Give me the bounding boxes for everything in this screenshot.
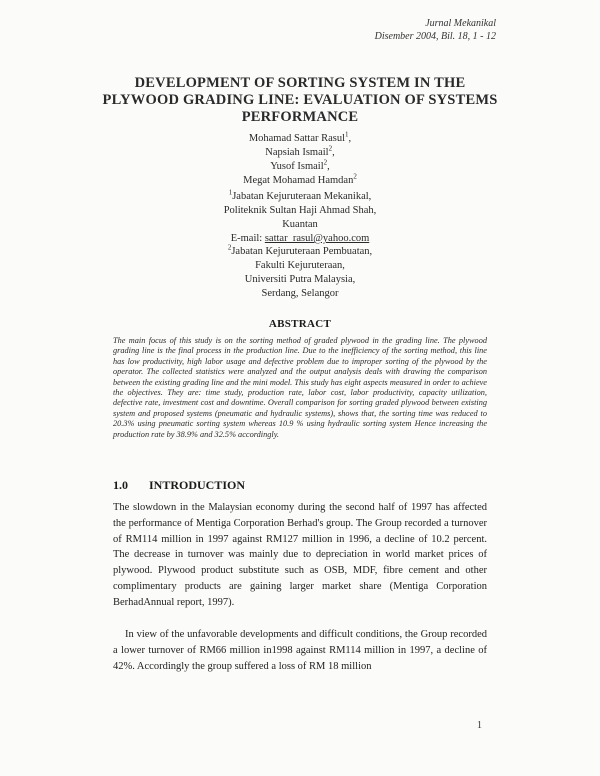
author-name: Mohamad Sattar Rasul: [248, 133, 346, 144]
author-name: Napsiah Ismail: [265, 147, 329, 158]
section-title: INTRODUCTION: [149, 478, 246, 492]
author: [150, 174, 450, 188]
journal-issue: Disember 2004, Bil. 18, 1 - 12: [374, 31, 496, 42]
affiliation-line: Universiti Putra Malaysia,: [244, 274, 356, 285]
author: Yusof Ismail$^2$,: [270, 158, 330, 172]
body-paragraph: In view of the unfavorable developments and difficult conditions, the Group recorded a lower turnover of RM66 million in1998 against RM114 million in 1997, a decline of 42%. Accordingly the group suffered a loss of RM 18 million: [113, 629, 487, 672]
affiliation-mark: 1: [228, 188, 233, 197]
abstract-text: The main focus of this study is on the sorting method of graded plywood in the grading line. The plywood grading line is the final process in the production line. Due to the inefficiency of the sorting method, this line has low productivity, high labor usage and defective problem due to improper sorting of the plywood by the operator. The collected statistics were analyzed and the output analysis deals with drawing the comparison between the existing grading line and the mini model. This study has eight aspects measured in order to achieve the objectives. They are: time study, production rate, labor cost, labor productivity, capacity utilization, defective rate, investment cost and downtime. Overall comparison for sorting graded plywood between existing system and proposed systems (pneumatic and hydraulic systems), shows that, the sorting time was reduced to 20.3% using pneumatic sorting system whereas 10.9 % using hydraulic sorting system Hence increasing the production rate by 38.9% and 32.5% accordingly.: [113, 336, 487, 439]
affiliation-2: [150, 245, 450, 301]
affiliation-line: Jabatan Kejuruteraan Pembuatan,: [231, 246, 373, 257]
author: Mohamad Sattar Rasul$^1$,: [248, 130, 352, 144]
author-affiliation-mark: 2: [328, 144, 333, 153]
email-label: E-mail:: [230, 233, 265, 244]
paper-title: DEVELOPMENT OF SORTING SYSTEM IN THE PLYWOOD GRADING LINE: EVALUATION OF SYSTEMS PERFORMANCE: [102, 75, 498, 125]
author-affiliation-mark: 2: [323, 158, 328, 167]
section-heading: [113, 478, 245, 493]
affiliation-line: Jabatan Kejuruteraan Mekanikal,: [232, 191, 372, 202]
affiliation-line: Kuantan: [282, 219, 318, 230]
author-affiliation-mark: 1: [345, 130, 349, 139]
journal-name: Jurnal Mekanikal: [425, 18, 496, 29]
affiliation-line: Politeknik Sultan Haji Ahmad Shah,: [223, 205, 377, 216]
affiliation-line: Fakulti Kejuruteraan,: [255, 260, 345, 271]
affiliation-line: Serdang, Selangor: [261, 288, 339, 299]
author-list: [150, 132, 450, 188]
author-affiliation-mark: 2: [353, 172, 357, 181]
author: Napsiah Ismail$^2$,: [265, 144, 335, 158]
body-paragraph: The slowdown in the Malaysian economy during the second half of 1997 has affected the performance of Mentiga Corporation Berhad's group. The Group recorded a turnover of RM114 million in 1997 against RM127 million in 1996, a decline of 10.2 percent. The decrease in turnover was mainly due to depreciation in world market prices of plywood. Plywood product substitute such as OSB, MDF, fibre cement and other complimentary products are gaining larger market share (Mentiga Corporation BerhadAnnual report, 1997).: [113, 502, 487, 608]
abstract-heading: ABSTRACT: [268, 318, 332, 330]
email-link[interactable]: sattar_rasul@yahoo.com: [264, 233, 370, 244]
affiliation-1: [150, 190, 450, 246]
journal-header: [375, 17, 496, 43]
page-number: 1: [477, 720, 482, 731]
author-name: Yusof Ismail: [270, 161, 324, 172]
affiliation-mark: 2: [227, 243, 232, 252]
section-number: 1.0: [113, 478, 128, 492]
author-name: Megat Mohamad Hamdan: [243, 175, 354, 186]
